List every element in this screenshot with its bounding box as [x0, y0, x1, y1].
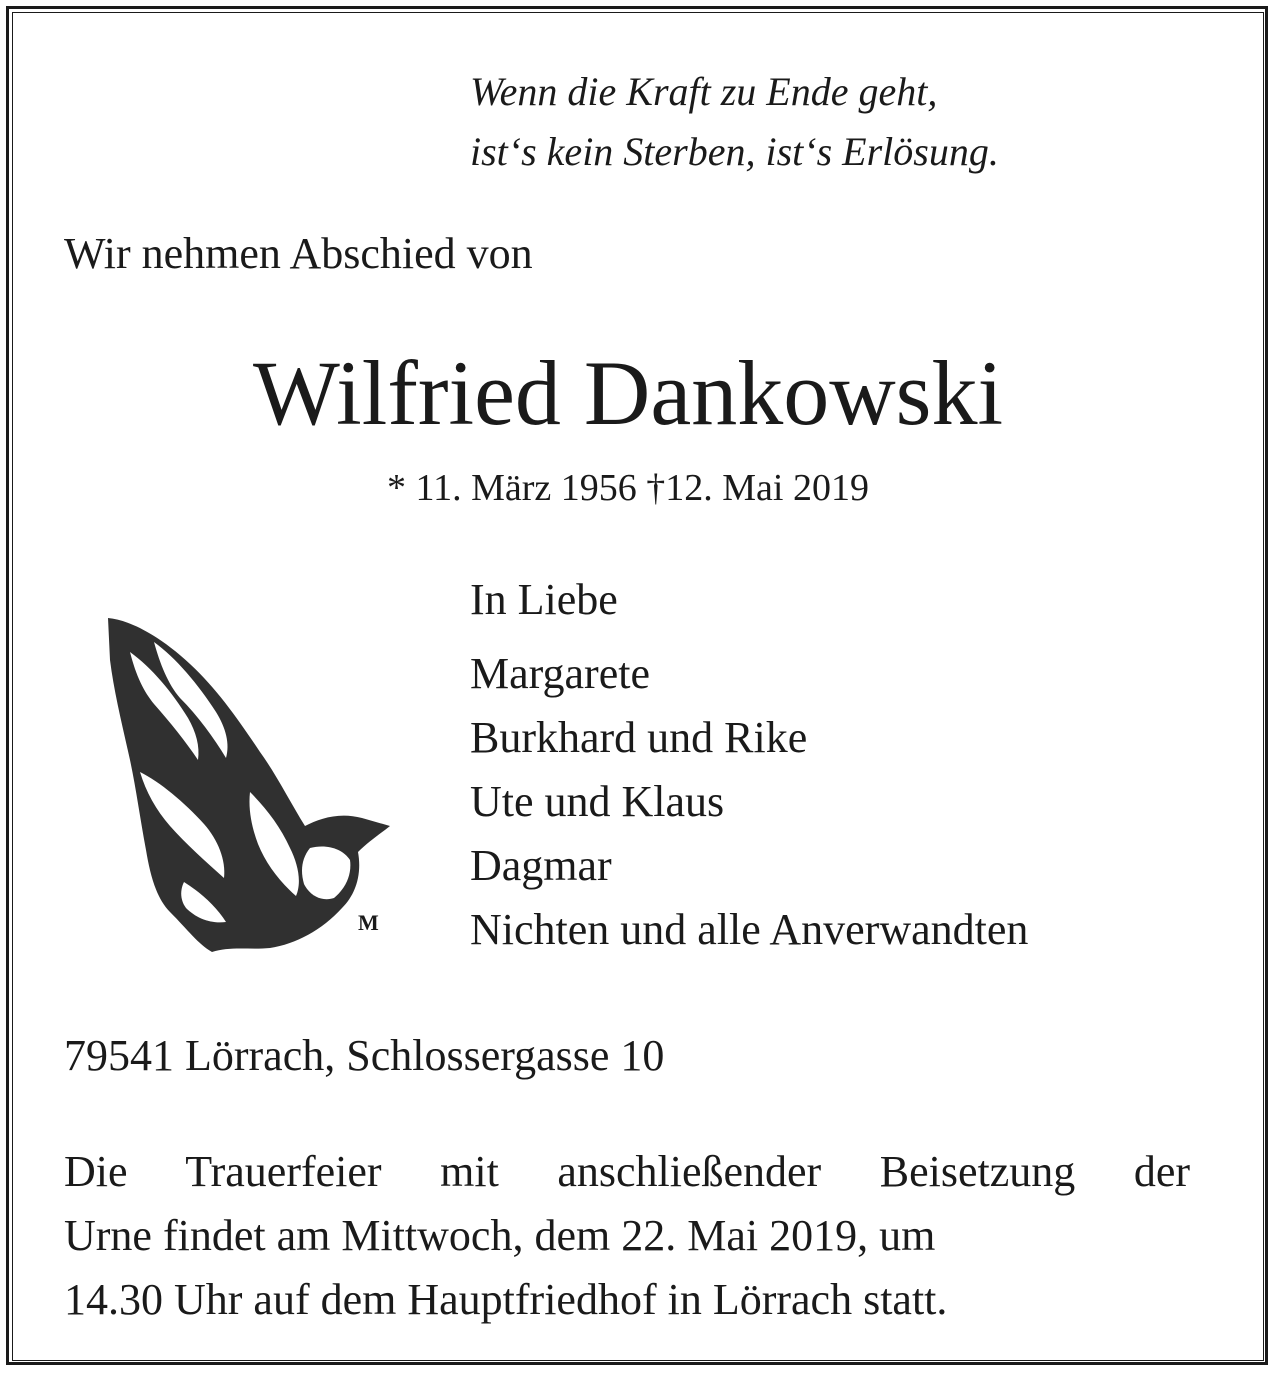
mourners-list: [470, 572, 1028, 962]
deceased-name: Wilfried Dankowski: [252, 342, 1003, 444]
family-address: 79541 Lörrach, Schlossergasse 10: [64, 1031, 665, 1080]
motto-line-1: Wenn die Kraft zu Ende geht,: [470, 69, 938, 114]
mourner-name: Burkhard und Rike: [470, 713, 808, 762]
mourner-name: Ute und Klaus: [470, 777, 725, 826]
motto-quote: [470, 62, 999, 182]
mourner-name: Margarete: [470, 649, 650, 698]
service-line-3: 14.30 Uhr auf dem Hauptfriedhof in Lörrach statt.: [64, 1275, 948, 1324]
mourner-name: Dagmar: [470, 841, 612, 890]
service-announcement: [64, 1140, 1190, 1332]
mourners-lead: In Liebe: [470, 575, 618, 624]
motto-line-2: ist‘s kein Sterben, ist‘s Erlösung.: [470, 129, 999, 174]
service-line-1: Die Trauerfeier mit anschließender Beisetzung der: [64, 1147, 1190, 1196]
life-dates: * 11. März 1956 †12. Mai 2019: [387, 467, 869, 509]
mourner-name: Nichten und alle Anverwandten: [470, 905, 1029, 954]
farewell-intro: Wir nehmen Abschied von: [64, 229, 533, 278]
svg-text:M: M: [358, 910, 379, 935]
service-line-2: Urne findet am Mittwoch, dem 22. Mai 2019, um: [64, 1211, 936, 1260]
praying-hands-icon: [100, 612, 400, 956]
